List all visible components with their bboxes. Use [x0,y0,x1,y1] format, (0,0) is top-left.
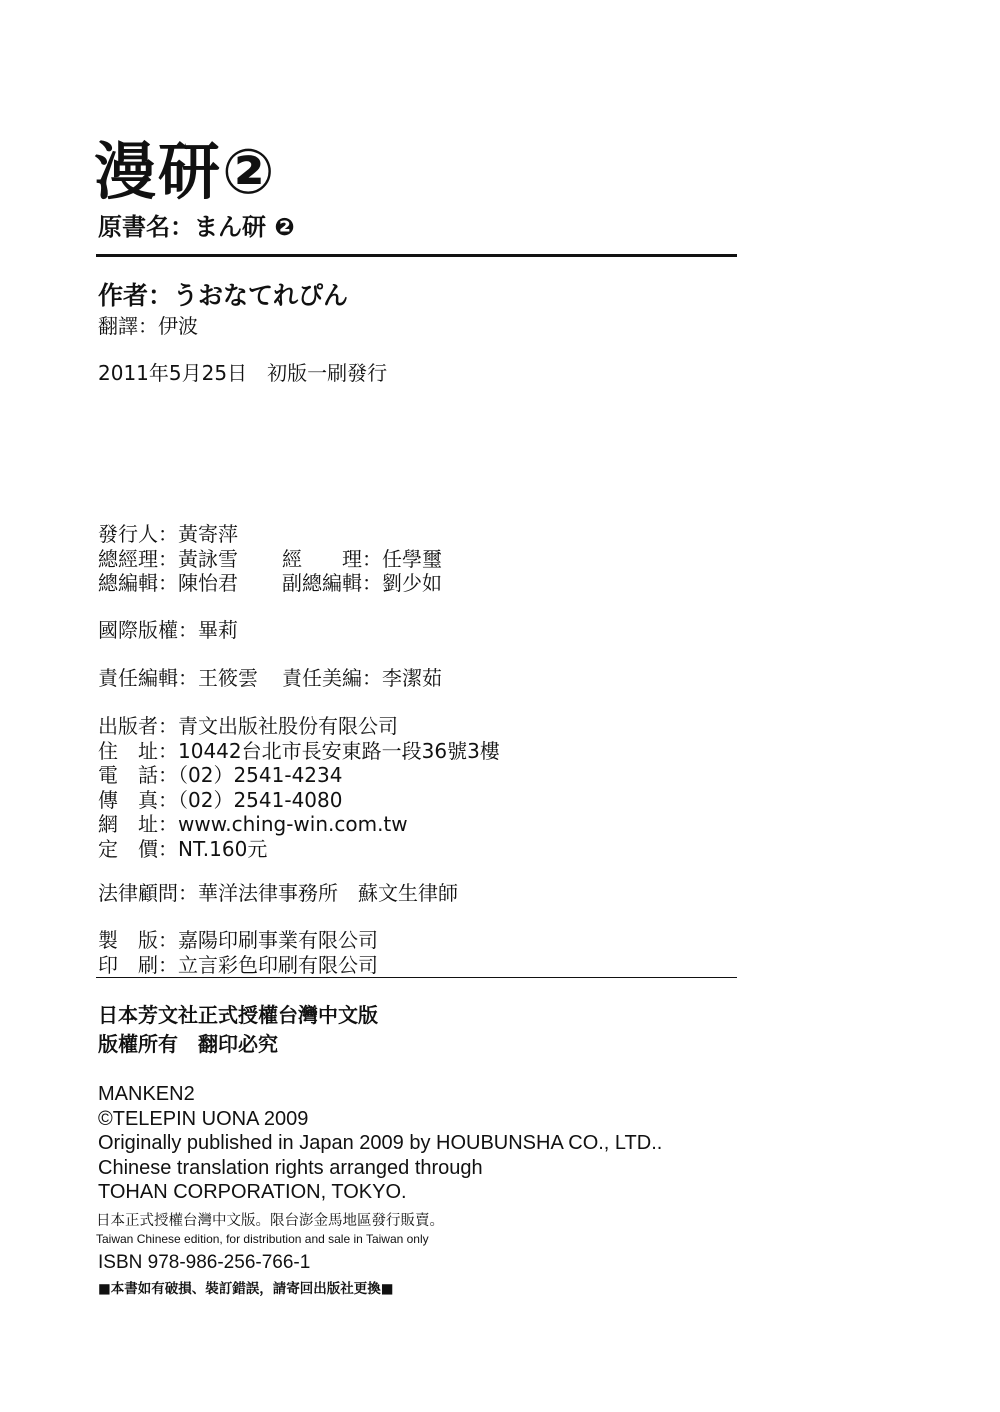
responsible-editor: 責任編輯：王筱雲 [98,666,258,690]
original-publisher: Originally published in Japan 2009 by HOUBUNSHA CO., LTD.. [98,1132,663,1154]
translator-line: 翻譯：伊波 [98,314,198,338]
gm-manager-row [98,547,442,572]
rights-line: 國際版權：畢莉 [98,618,238,642]
license-line-1: 日本芳文社正式授權台灣中文版 [98,1003,378,1027]
general-manager: 總經理：黃詠雪 [98,546,238,571]
rights-agent: TOHAN CORPORATION, TOKYO. [98,1181,407,1203]
isbn: ISBN 978-986-256-766-1 [98,1252,311,1273]
damage-notice: ■本書如有破損、裝訂錯誤，請寄回出版社更換■ [98,1281,394,1297]
print-block [98,928,378,977]
publication-date: 2011年5月25日 初版一刷發行 [98,361,388,385]
manager-name: 任學璽 [382,546,442,571]
address: 住 址：10442台北市長安東路一段36號3樓 [98,738,500,763]
license-line-2: 版權所有 翻印必究 [98,1032,278,1056]
deputy-label: 副總編輯： [282,571,382,595]
distribution-cn: 日本正式授權台灣中文版。限台澎金馬地區發行販賣。 [96,1213,444,1229]
middle-divider [96,977,737,978]
book-title: 漫研② [94,135,277,208]
copyright: ©TELEPIN UONA 2009 [98,1107,309,1130]
publisher-person: 發行人：黃寄萍 [98,522,238,546]
manager-label: 經 理： [282,546,382,571]
plate-making: 製 版：嘉陽印刷事業有限公司 [98,928,378,952]
translation-rights: Chinese translation rights arranged through [98,1156,483,1179]
editor-deputy-row [98,571,442,596]
price: 定 價：NT.160元 [98,836,268,861]
art-editor: 責任美編：李潔茹 [282,666,442,690]
distribution-en: Taiwan Chinese edition, for distribution and sale in Taiwan only [96,1232,429,1246]
original-title: 原書名：まん研 ❷ [98,213,295,241]
editor-row [98,666,442,691]
company-block [98,714,500,861]
deputy-name: 劉少如 [382,571,442,595]
english-title: MANKEN2 [98,1083,195,1105]
printer: 印 刷：立言彩色印刷有限公司 [98,952,378,977]
fax: 傳 真：（02）2541-4080 [98,787,343,812]
website: 網 址：www.ching-win.com.tw [98,812,408,836]
top-divider [96,254,737,257]
publisher-company: 出版者：青文出版社股份有限公司 [98,714,398,738]
english-credits [98,1082,662,1205]
phone: 電 話：（02）2541-4234 [98,763,343,787]
chief-editor: 總編輯：陳怡君 [98,571,238,595]
legal-advisor: 法律顧問：華洋法律事務所 蘇文生律師 [98,881,458,905]
author-line: 作者：うおなてれぴん [98,281,349,310]
staff-block [98,522,442,596]
